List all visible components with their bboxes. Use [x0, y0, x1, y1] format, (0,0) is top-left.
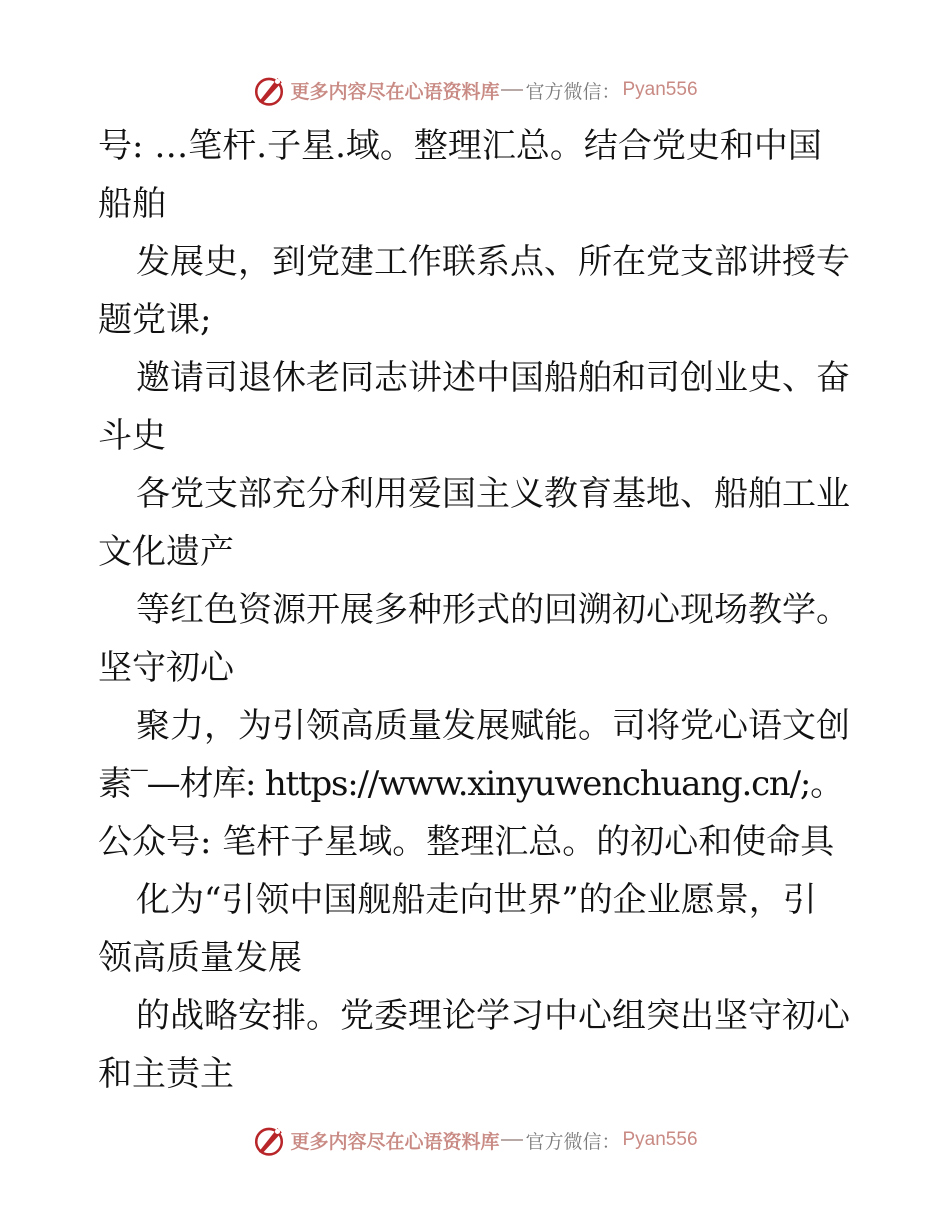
text-line: 文化遗产 — [98, 532, 234, 572]
banner-dash — [501, 1139, 523, 1141]
text-line-url: 素‾—材库: https://www.xinyuwenchuang.cn/;。 — [98, 764, 843, 804]
text-line: 船舶 — [98, 184, 166, 224]
banner-wechat-id: Pyan556 — [622, 1129, 698, 1150]
text-line: 公众号: 笔杆子星域。整理汇总。的初心和使命具 — [98, 822, 835, 862]
pen-nib-logo-icon — [252, 1123, 286, 1157]
banner-site-text: 更多内容尽在心语资料库 — [290, 80, 500, 103]
banner-site-text: 更多内容尽在心语资料库 — [290, 1130, 500, 1153]
banner-wechat-label: 官方微信： — [525, 80, 621, 103]
text-line: 坚守初心 — [98, 648, 234, 688]
banner-dash — [501, 89, 523, 91]
text-line: 等红色资源开展多种形式的回溯初心现场教学。 — [136, 590, 850, 630]
banner-wechat-id: Pyan556 — [622, 79, 698, 100]
text-line: 发展史，到党建工作联系点、所在党支部讲授专 — [136, 242, 850, 282]
text-line: 化为“引领中国舰船走向世界”的企业愿景，引 — [136, 880, 817, 920]
text-line: 和主责主 — [98, 1054, 234, 1094]
text-line: 领高质量发展 — [98, 938, 302, 978]
text-line: 题党课; — [98, 300, 212, 340]
footer-banner[interactable] — [0, 1120, 950, 1160]
text-line: 聚力，为引领高质量发展赋能。司将党心语文创 — [136, 706, 850, 746]
text-line: 号: …笔杆.子星.域。整理汇总。结合党史和中国 — [98, 126, 822, 166]
header-banner[interactable] — [0, 70, 950, 110]
text-line: 的战略安排。党委理论学习中心组突出坚守初心 — [136, 996, 850, 1036]
text-line: 各党支部充分利用爱国主义教育基地、船舶工业 — [136, 474, 850, 514]
text-line: 邀请司退休老同志讲述中国船舶和司创业史、奋 — [136, 358, 850, 398]
text-line: 斗史 — [98, 416, 166, 456]
banner-wechat-label: 官方微信： — [525, 1130, 621, 1153]
pen-nib-logo-icon — [252, 73, 286, 107]
